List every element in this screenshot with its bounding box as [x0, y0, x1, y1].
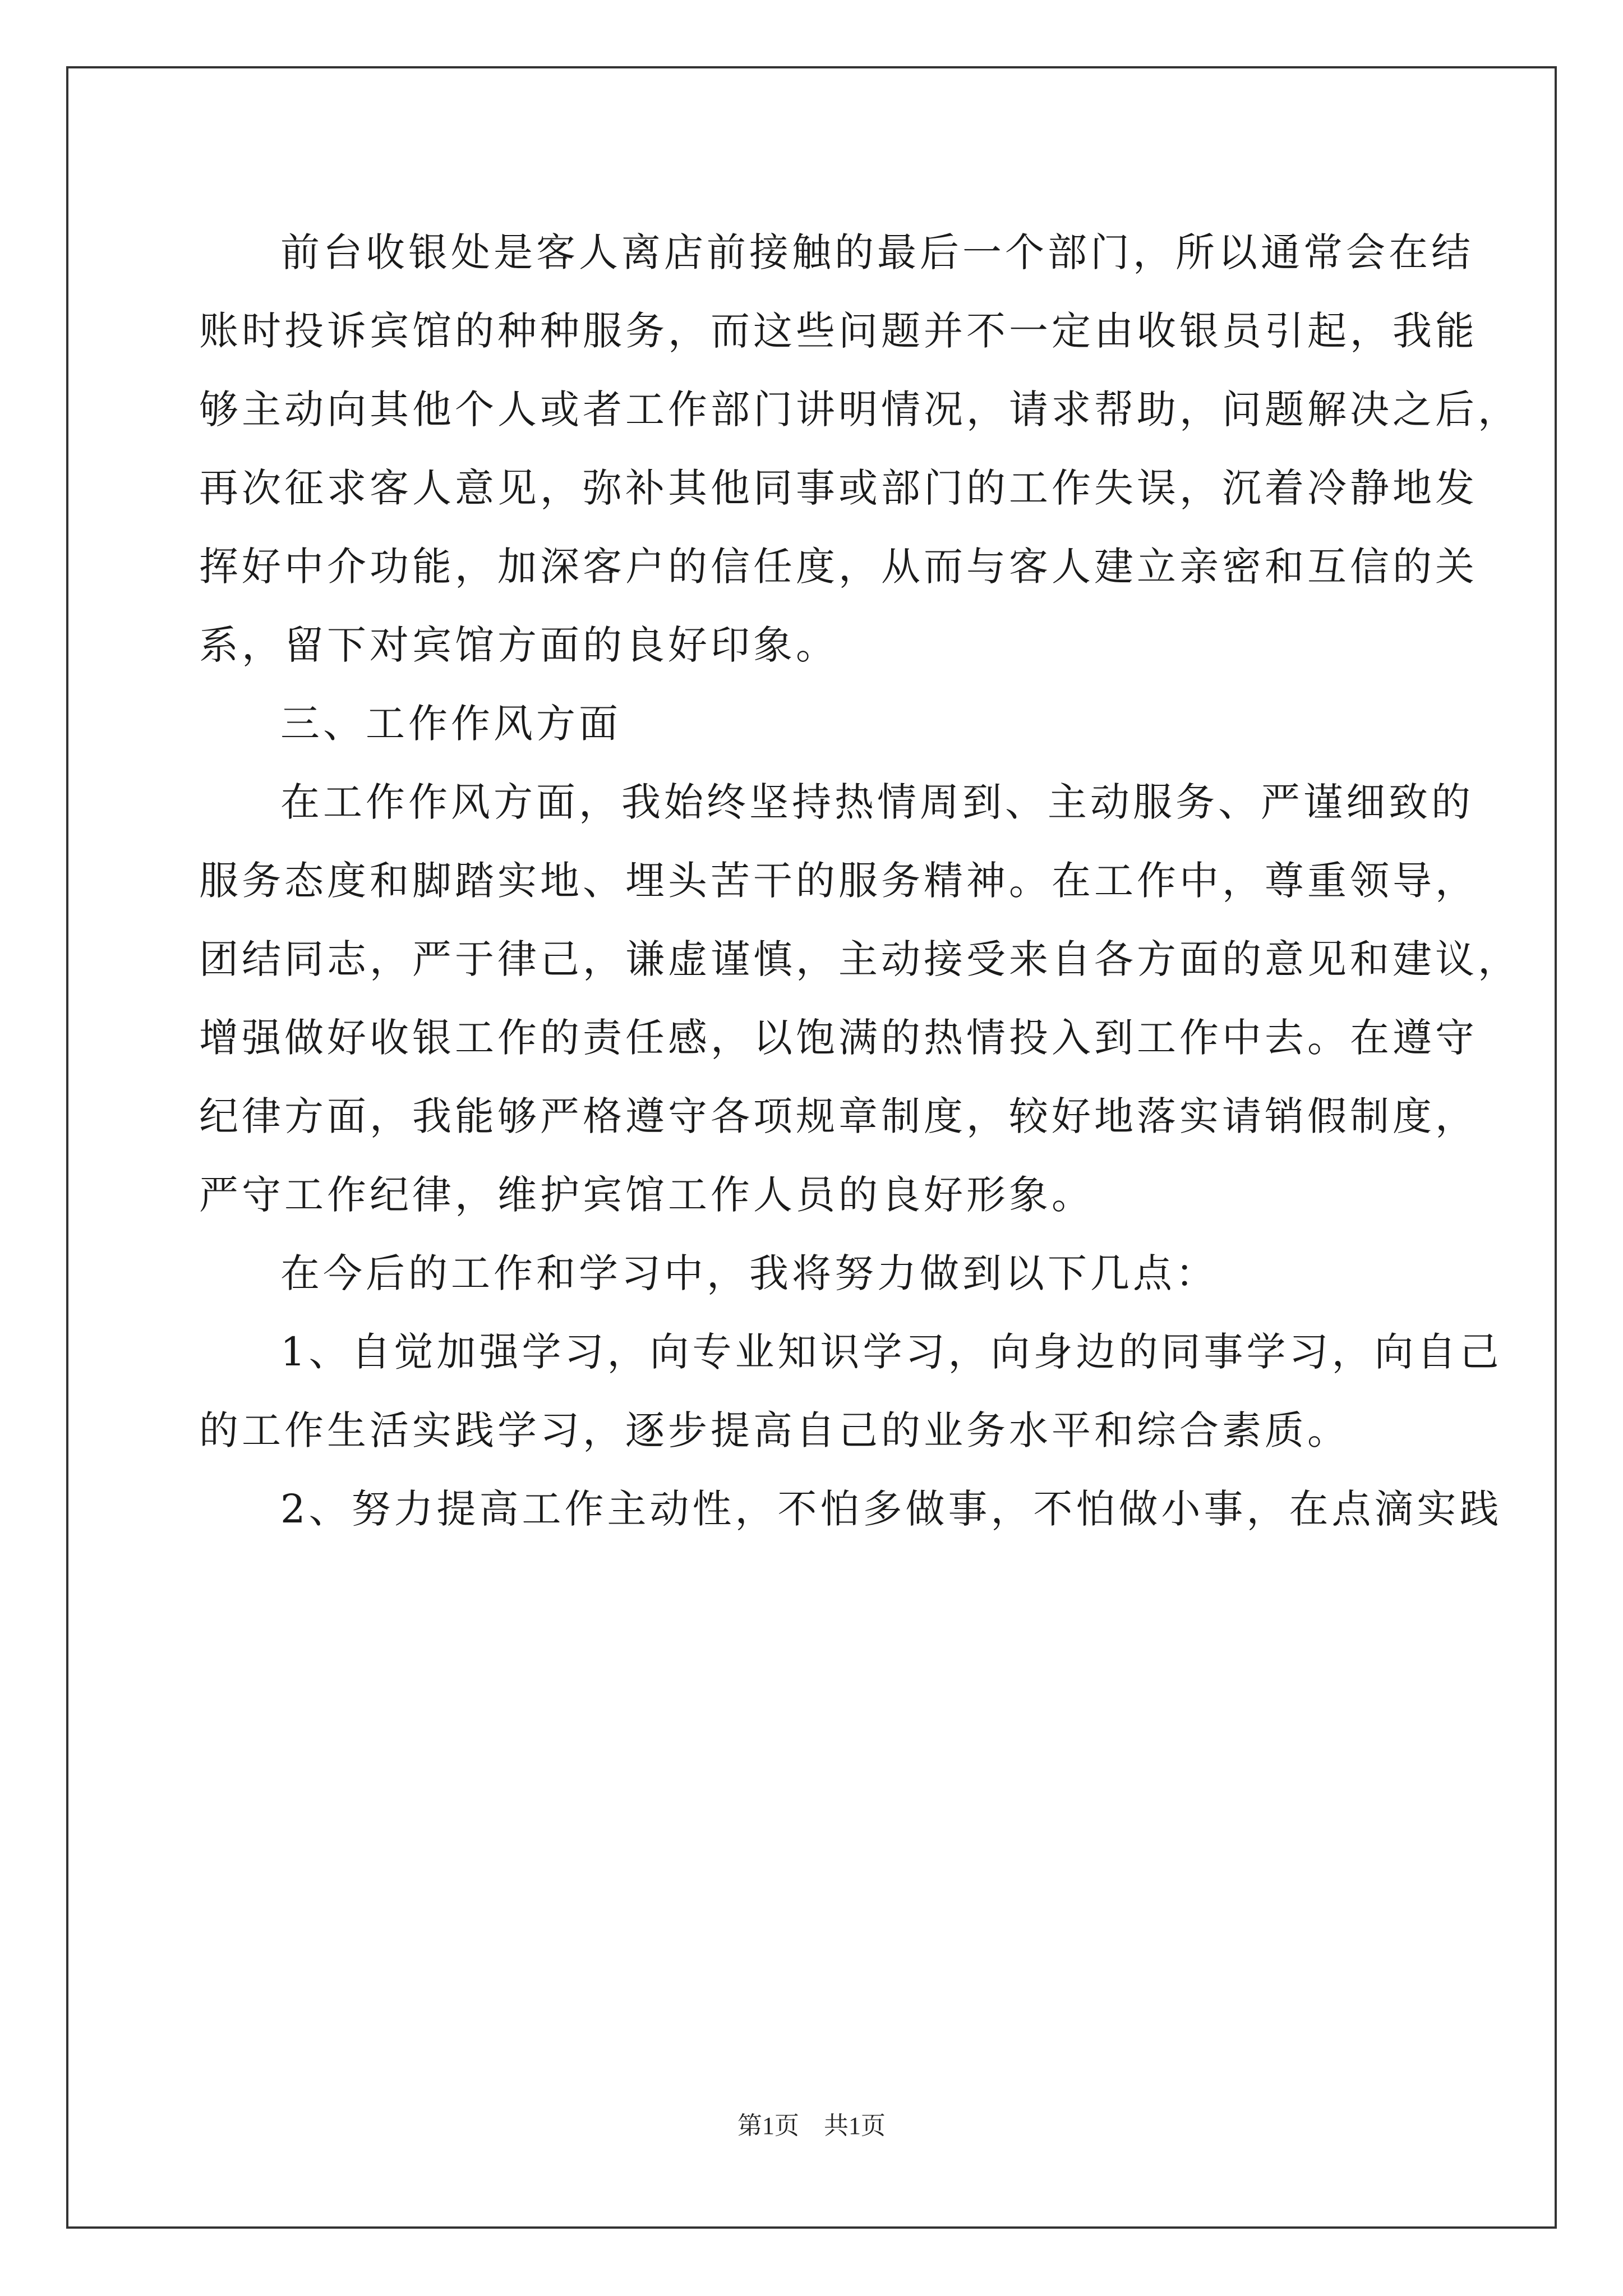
paragraph-line: 够主动向其他个人或者工作部门讲明情况，请求帮助，问题解决之后， — [199, 386, 1520, 432]
paragraph-line: 在今后的工作和学习中，我将努力做到以下几点： — [280, 1250, 1218, 1296]
paragraph-line: 服务态度和脚踏实地、埋头苦干的服务精神。在工作中，尊重领导， — [199, 858, 1478, 904]
paragraph-line: 账时投诉宾馆的种种服务，而这些问题并不一定由收银员引起，我能 — [199, 308, 1478, 354]
paragraph-line: 系，留下对宾馆方面的良好印象。 — [199, 622, 838, 668]
paragraph-line: 在工作作风方面，我始终坚持热情周到、主动服务、严谨细致的 — [280, 779, 1474, 825]
list-item: 1、自觉加强学习，向专业知识学习，向身边的同事学习，向自己 — [280, 1329, 1502, 1375]
paragraph-line: 团结同志，严于律己，谦虚谨慎，主动接受来自各方面的意见和建议， — [199, 936, 1520, 982]
section-heading: 三、工作作风方面 — [280, 701, 621, 747]
paragraph-line: 前台收银处是客人离店前接触的最后一个部门，所以通常会在结 — [280, 229, 1474, 275]
paragraph-line: 纪律方面，我能够严格遵守各项规章制度，较好地落实请销假制度， — [199, 1093, 1478, 1139]
paragraph-line: 严守工作纪律，维护宾馆工作人员的良好形象。 — [199, 1172, 1094, 1218]
page-footer: 第1页 共1页 — [737, 2112, 886, 2139]
paragraph-line: 增强做好收银工作的责任感，以饱满的热情投入到工作中去。在遵守 — [199, 1015, 1478, 1061]
list-item-continuation: 的工作生活实践学习，逐步提高自己的业务水平和综合素质。 — [199, 1407, 1350, 1453]
list-item: 2、努力提高工作主动性，不怕多做事，不怕做小事，在点滴实践 — [280, 1486, 1502, 1532]
paragraph-line: 挥好中介功能，加深客户的信任度，从而与客人建立亲密和互信的关 — [199, 544, 1478, 590]
paragraph-line: 再次征求客人意见，弥补其他同事或部门的工作失误，沉着冷静地发 — [199, 465, 1478, 511]
document-body — [199, 213, 1520, 1548]
